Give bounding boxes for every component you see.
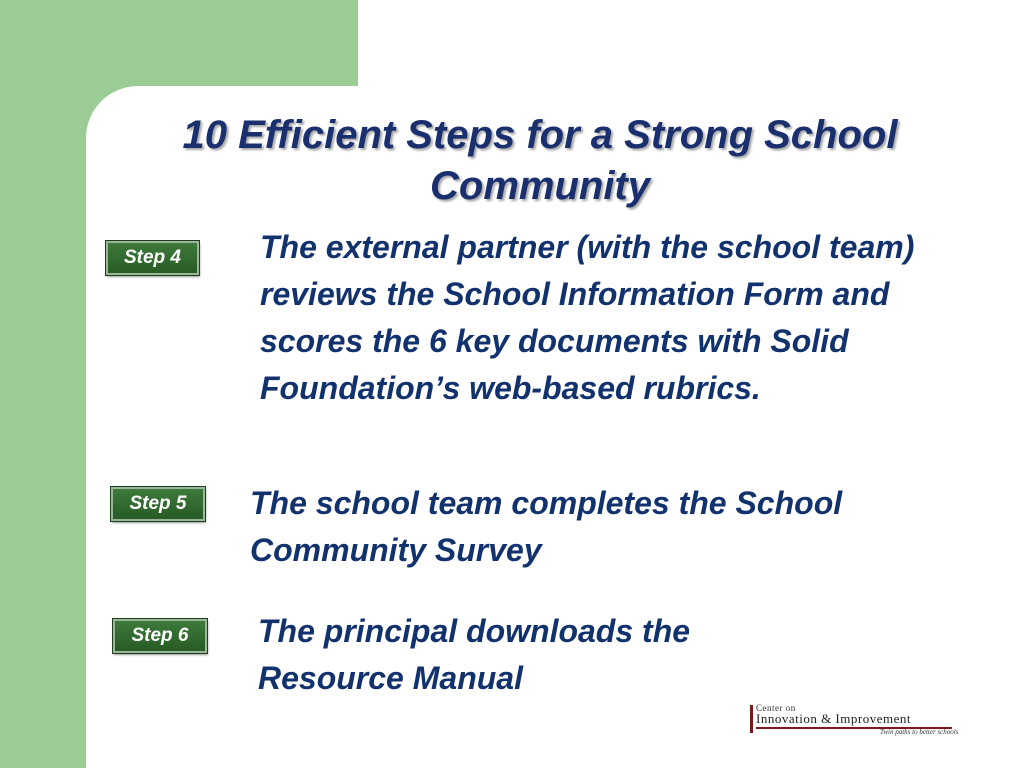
step-4-badge: Step 4 — [106, 241, 199, 275]
center-on-innovation-logo — [748, 702, 960, 738]
step-6-text: The principal downloads the Resource Manual — [258, 613, 691, 696]
logo-tagline: Twin paths to better schools — [880, 728, 959, 736]
step-6-badge: Step 6 — [113, 619, 207, 653]
logo-line-1: Center on — [756, 703, 796, 713]
slide-title: 10 Efficient Steps for a Strong School Community — [182, 113, 898, 208]
logo-bar — [750, 705, 753, 733]
step-5-badge: Step 5 — [111, 487, 205, 521]
logo-line-2: Innovation & Improvement — [756, 711, 911, 726]
step-4-text: The external partner (with the school team) reviews the School Information Form and scores the 6 key documents with Solid Foundation’s web-based rubrics. — [260, 229, 915, 406]
step-5-text: The school team completes the School Community Survey — [250, 485, 843, 568]
